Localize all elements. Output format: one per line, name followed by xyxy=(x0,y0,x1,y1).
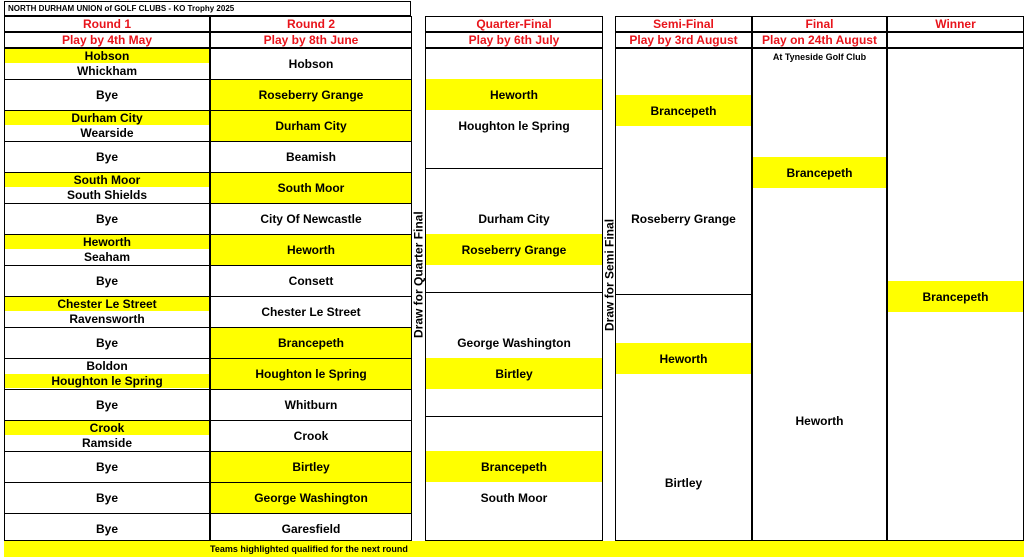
round1-bye: Bye xyxy=(95,336,118,350)
column-header-0: Round 1 xyxy=(4,16,210,32)
bracket-divider xyxy=(425,168,603,169)
sheet-title: NORTH DURHAM UNION of GOLF CLUBS - KO Trophy 2025 xyxy=(4,1,411,16)
column-header-3: Semi-Final xyxy=(615,16,752,32)
round2-team: Crook xyxy=(293,429,329,443)
semi-team: Birtley xyxy=(664,475,703,490)
round1-bye: Bye xyxy=(95,150,118,164)
quarter-team: Brancepeth xyxy=(426,451,602,482)
column-date-2: Play by 6th July xyxy=(425,32,603,48)
round1-team: Whickham xyxy=(76,64,137,78)
column-date-4: Play on 24th August xyxy=(752,32,887,48)
column-header-4: Final xyxy=(752,16,887,32)
round2-team: Houghton le Spring xyxy=(211,359,411,389)
round2-team: South Moor xyxy=(211,173,411,203)
round1-team: Heworth xyxy=(5,235,209,249)
round2-team: Brancepeth xyxy=(211,328,411,358)
round1-team: Houghton le Spring xyxy=(5,374,209,388)
quarter-team: Heworth xyxy=(426,79,602,110)
round1-team: Crook xyxy=(5,421,209,435)
round1-team: Chester Le Street xyxy=(5,297,209,311)
round2-team: Whitburn xyxy=(284,398,338,412)
draw-quarter-final-label: Draw for Quarter Final xyxy=(411,211,426,339)
round2-team: Birtley xyxy=(211,452,411,482)
round2-team: George Washington xyxy=(211,483,411,513)
round2-team: Hobson xyxy=(288,57,334,71)
round1-bye: Bye xyxy=(95,212,118,226)
round1-team: Boldon xyxy=(86,359,128,373)
final-team: Heworth xyxy=(795,413,844,428)
bracket-divider xyxy=(615,294,752,295)
round1-team: Hobson xyxy=(5,49,209,63)
column-header-2: Quarter-Final xyxy=(425,16,603,32)
round1-bye: Bye xyxy=(95,398,118,412)
round2-team: Heworth xyxy=(211,235,411,265)
draw-semi-final-label: Draw for Semi Final xyxy=(602,218,617,332)
round2-team: Consett xyxy=(288,274,334,288)
bracket-divider xyxy=(425,416,603,417)
round2-team: Garesfield xyxy=(281,522,341,536)
round2-team: Chester Le Street xyxy=(261,305,361,319)
bracket-divider xyxy=(425,292,603,293)
round1-team: South Shields xyxy=(66,188,147,202)
winner-team: Brancepeth xyxy=(888,281,1023,312)
column-header-5: Winner xyxy=(887,16,1024,32)
quarter-team: Houghton le Spring xyxy=(458,118,570,133)
round1-team: Ramside xyxy=(81,436,133,450)
round2-team: Durham City xyxy=(211,111,411,141)
column-date-3: Play by 3rd August xyxy=(615,32,752,48)
column-date-1: Play by 8th June xyxy=(210,32,412,48)
column-body-4 xyxy=(752,48,887,541)
round1-team: Wearside xyxy=(80,126,134,140)
round1-bye: Bye xyxy=(95,88,118,102)
quarter-team: Roseberry Grange xyxy=(426,234,602,265)
round2-team: Beamish xyxy=(285,150,337,164)
round1-team: Ravensworth xyxy=(69,312,145,326)
round1-bye: Bye xyxy=(95,274,118,288)
final-venue: At Tyneside Golf Club xyxy=(772,52,867,62)
column-date-5 xyxy=(887,32,1024,48)
round1-team: Seaham xyxy=(83,250,131,264)
round1-team: Durham City xyxy=(5,111,209,125)
round1-team: South Moor xyxy=(5,173,209,187)
semi-team: Roseberry Grange xyxy=(631,211,736,226)
round1-bye: Bye xyxy=(95,522,118,536)
column-header-1: Round 2 xyxy=(210,16,412,32)
round1-bye: Bye xyxy=(95,491,118,505)
round1-bye: Bye xyxy=(95,460,118,474)
semi-team: Brancepeth xyxy=(616,95,751,126)
quarter-team: Birtley xyxy=(426,358,602,389)
footer-note: Teams highlighted qualified for the next round xyxy=(4,541,1024,557)
round2-team: Roseberry Grange xyxy=(211,80,411,110)
quarter-team: Durham City xyxy=(478,211,550,226)
round2-team: City Of Newcastle xyxy=(260,212,362,226)
quarter-team: George Washington xyxy=(457,335,571,350)
final-team: Brancepeth xyxy=(753,157,886,188)
quarter-team: South Moor xyxy=(480,490,548,505)
column-date-0: Play by 4th May xyxy=(4,32,210,48)
semi-team: Heworth xyxy=(616,343,751,374)
